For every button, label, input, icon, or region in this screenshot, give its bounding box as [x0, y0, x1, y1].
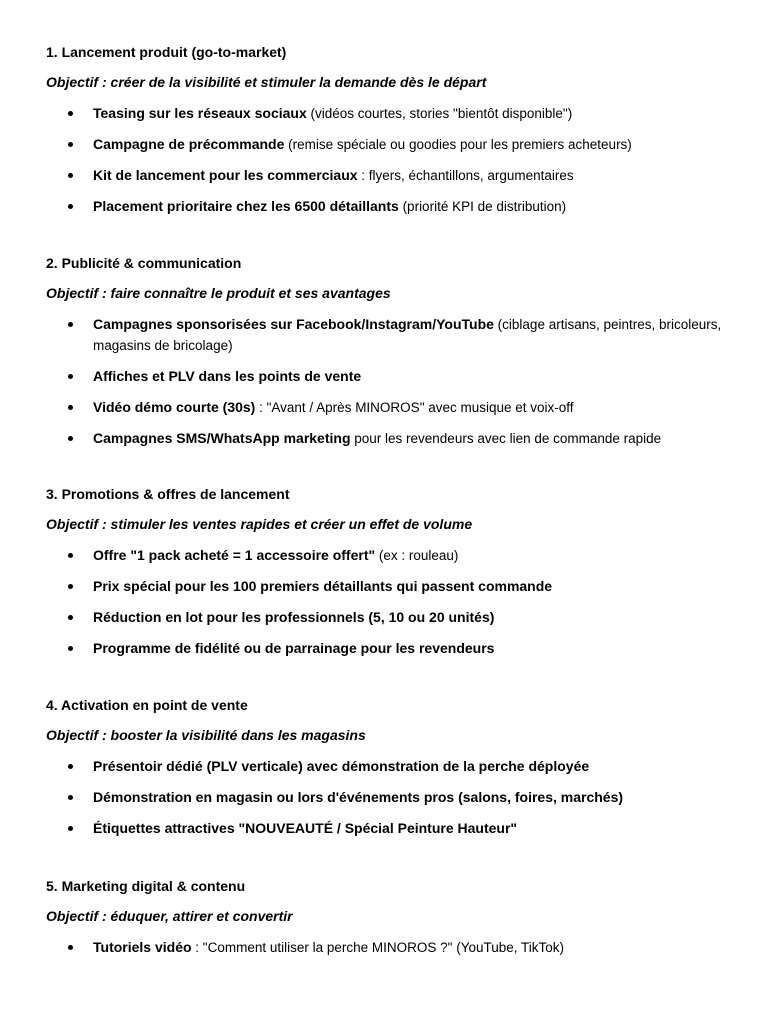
item-lead: Programme de fidélité ou de parrainage pour les revendeurs [93, 640, 495, 656]
item-lead: Campagne de précommande [93, 136, 285, 152]
list-item [46, 607, 736, 628]
item-lead: Kit de lancement pour les commerciaux [93, 167, 358, 183]
bullet-icon [68, 553, 73, 558]
item-note: (ex : rouleau) [375, 548, 459, 563]
item-note: pour les revendeurs avec lien de commande rapide [350, 431, 662, 446]
item-lead: Tutoriels vidéo [93, 939, 192, 955]
bullet-icon [68, 322, 73, 327]
section-title: 5. Marketing digital & contenu [46, 878, 246, 894]
item-note: (priorité KPI de distribution) [398, 199, 567, 214]
item-note: (ciblage artisans, peintres, bricoleurs, magasins de bricolage) [93, 317, 722, 353]
bullet-list [46, 103, 736, 217]
item-lead: Démonstration en magasin ou lors d'événements pros (salons, foires, marchés) [93, 789, 624, 805]
item-lead: Campagnes sponsorisées sur Facebook/Instagram/YouTube [93, 316, 494, 332]
bullet-icon [68, 111, 73, 116]
bullet-list [46, 756, 736, 839]
bullet-list [46, 314, 736, 449]
bullet-icon [68, 826, 73, 831]
section-5 [46, 877, 736, 968]
section-objective: Objectif : créer de la visibilité et stimuler la demande dès le départ [46, 74, 487, 90]
section-title: 4. Activation en point de vente [46, 697, 248, 713]
list-item [46, 576, 736, 597]
section-1 [46, 43, 736, 227]
item-lead: Affiches et PLV dans les points de vente [93, 368, 362, 384]
bullet-icon [68, 584, 73, 589]
section-objective: Objectif : booster la visibilité dans les magasins [46, 727, 366, 743]
section-2 [46, 254, 736, 459]
bullet-list [46, 937, 736, 958]
bullet-icon [68, 795, 73, 800]
list-item [46, 428, 736, 449]
list-item [46, 196, 736, 217]
section-title: 3. Promotions & offres de lancement [46, 486, 290, 502]
section-title: 1. Lancement produit (go-to-market) [46, 44, 287, 60]
list-item [46, 937, 736, 958]
bullet-icon [68, 436, 73, 441]
item-note: : "Avant / Après MINOROS" avec musique et voix-off [255, 400, 574, 415]
item-lead: Présentoir dédié (PLV verticale) avec démonstration de la perche déployée [93, 758, 590, 774]
item-note: (remise spéciale ou goodies pour les premiers acheteurs) [284, 137, 632, 152]
item-lead: Teasing sur les réseaux sociaux [93, 105, 307, 121]
section-3 [46, 485, 736, 669]
bullet-icon [68, 405, 73, 410]
section-objective: Objectif : stimuler les ventes rapides et créer un effet de volume [46, 516, 473, 532]
list-item [46, 397, 736, 418]
bullet-icon [68, 615, 73, 620]
bullet-icon [68, 173, 73, 178]
list-item [46, 787, 736, 808]
section-title: 2. Publicité & communication [46, 255, 242, 271]
bullet-icon [68, 764, 73, 769]
list-item [46, 314, 736, 356]
bullet-list [46, 545, 736, 659]
item-lead: Placement prioritaire chez les 6500 détaillants [93, 198, 399, 214]
bullet-icon [68, 945, 73, 950]
bullet-icon [68, 204, 73, 209]
item-lead: Réduction en lot pour les professionnels (5, 10 ou 20 unités) [93, 609, 495, 625]
section-4 [46, 696, 736, 849]
item-lead: Campagnes SMS/WhatsApp marketing [93, 430, 351, 446]
item-note: : flyers, échantillons, argumentaires [357, 168, 574, 183]
list-item [46, 103, 736, 124]
item-lead: Prix spécial pour les 100 premiers détaillants qui passent commande [93, 578, 553, 594]
list-item [46, 638, 736, 659]
bullet-icon [68, 646, 73, 651]
list-item [46, 545, 736, 566]
list-item [46, 134, 736, 155]
item-note: (vidéos courtes, stories "bientôt disponible") [306, 106, 573, 121]
section-objective: Objectif : éduquer, attirer et convertir [46, 908, 293, 924]
list-item [46, 165, 736, 186]
list-item [46, 818, 736, 839]
item-lead: Offre "1 pack acheté = 1 accessoire offert" [93, 547, 376, 563]
list-item [46, 366, 736, 387]
section-objective: Objectif : faire connaître le produit et ses avantages [46, 285, 391, 301]
bullet-icon [68, 142, 73, 147]
item-lead: Vidéo démo courte (30s) [93, 399, 256, 415]
bullet-icon [68, 374, 73, 379]
list-item [46, 756, 736, 777]
item-lead: Étiquettes attractives "NOUVEAUTÉ / Spécial Peinture Hauteur" [93, 820, 518, 836]
item-note: : "Comment utiliser la perche MINOROS ?" (YouTube, TikTok) [191, 940, 565, 955]
